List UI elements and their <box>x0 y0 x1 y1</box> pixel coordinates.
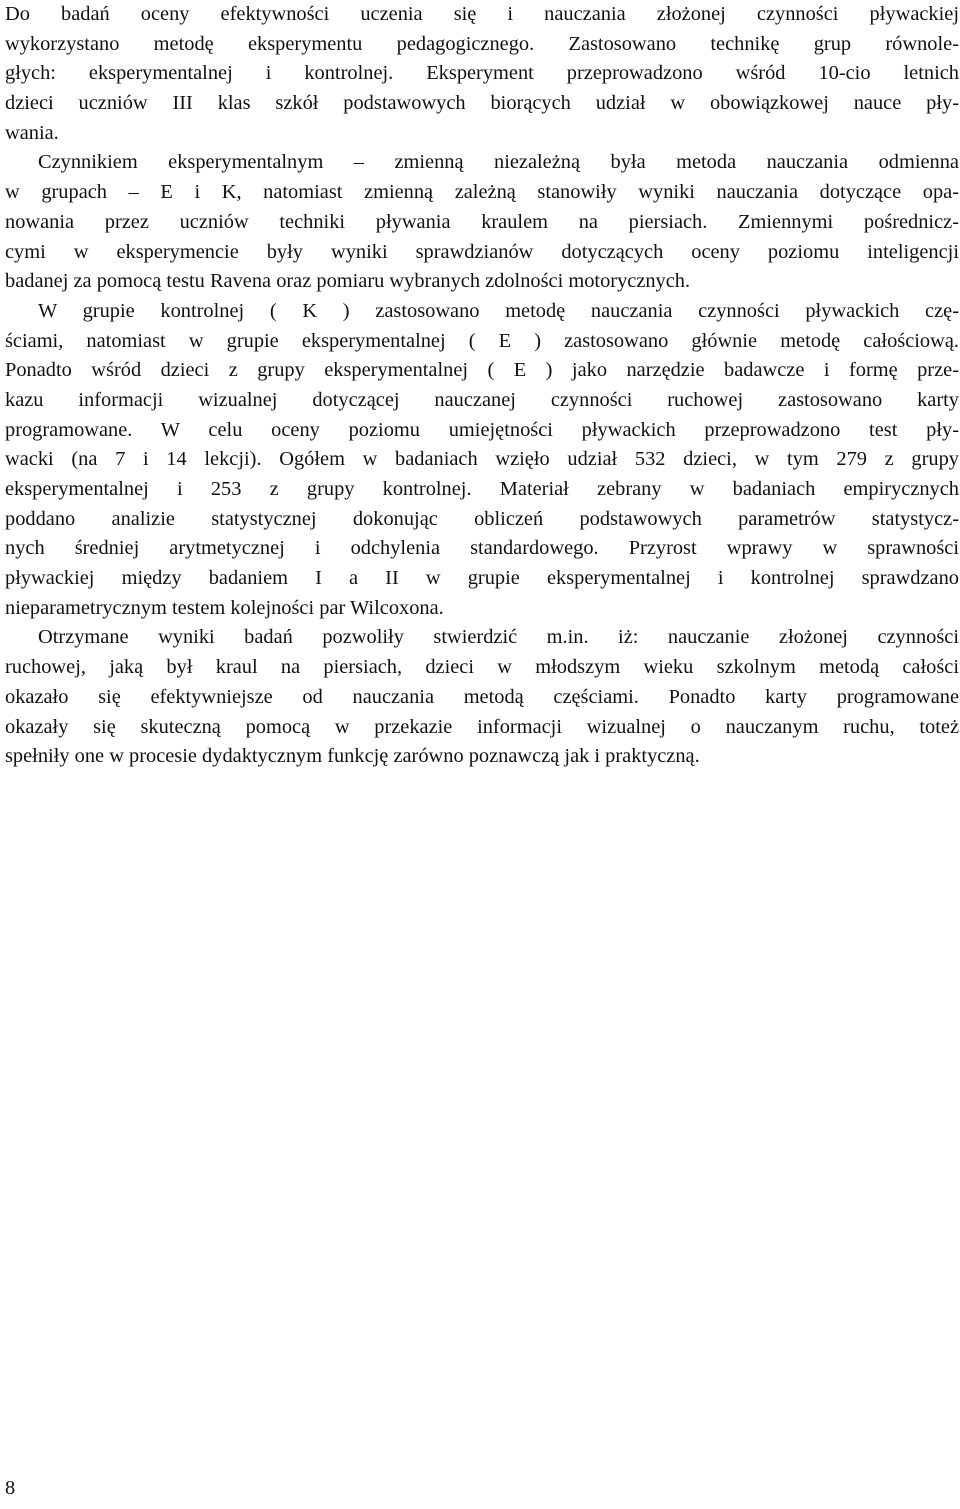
text-line: programowane. W celu oceny poziomu umiejętności pływackich przeprowadzono test pły- <box>5 418 959 441</box>
text-line: w grupach – E i K, natomiast zmienną zależną stanowiły wyniki nauczania dotyczące opa- <box>5 181 959 204</box>
text-line: nowania przez uczniów techniki pływania kraulem na piersiach. Zmiennymi pośrednicz- <box>5 210 959 233</box>
text-line: badanej za pomocą testu Ravena oraz pomiaru wybranych zdolności motorycznych. <box>5 270 691 293</box>
text-line: dzieci uczniów III klas szkół podstawowych biorących udział w obowiązkowej nauce pły- <box>5 92 959 115</box>
text-line: wykorzystano metodę eksperymentu pedagogicznego. Zastosowano technikę grup równole- <box>5 32 959 55</box>
text-line: Czynnikiem eksperymentalnym – zmienną niezależną była metoda nauczania odmienna <box>38 151 959 174</box>
text-line: eksperymentalnej i 253 z grupy kontrolnej. Materiał zebrany w badaniach empirycznych <box>5 478 959 500</box>
text-line: Do badań oceny efektywności uczenia się i nauczania złożonej czynności pływackiej <box>5 3 959 25</box>
text-line: nieparametrycznym testem kolejności par Wilcoxona. <box>5 596 444 619</box>
text-line: W grupie kontrolnej ( K ) zastosowano metodę nauczania czynności pływackich czę- <box>38 299 959 322</box>
paragraph-variables <box>5 148 959 296</box>
text-line: kazu informacji wizualnej dotyczącej nauczanej czynności ruchowej zastosowano karty <box>5 388 959 411</box>
text-line: ściami, natomiast w grupie eksperymentalnej ( E ) zastosowano głównie metodę całościową. <box>5 329 959 352</box>
paragraph-groups <box>5 297 959 624</box>
text-line: głych: eksperymentalnej i kontrolnej. Eksperyment przeprowadzono wśród 10-cio letnich <box>5 62 959 85</box>
text-line: spełniły one w procesie dydaktycznym funkcję zarówno poznawczą jak i praktyczną. <box>5 745 700 768</box>
text-line: wacki (na 7 i 14 lekcji). Ogółem w badaniach wzięło udział 532 dzieci, w tym 279 z grupy <box>5 448 959 471</box>
text-line: Otrzymane wyniki badań pozwoliły stwierdzić m.in. iż: nauczanie złożonej czynności <box>38 626 959 649</box>
document-page <box>5 0 959 772</box>
paragraph-results <box>5 623 959 771</box>
paragraph-methods <box>5 0 959 148</box>
text-line: nych średniej arytmetycznej i odchylenia standardowego. Przyrost wprawy w sprawności <box>5 537 959 560</box>
text-line: Ponadto wśród dzieci z grupy eksperymentalnej ( E ) jako narzędzie badawcze i formę prze- <box>5 359 959 382</box>
text-line: ruchowej, jaką był kraul na piersiach, dzieci w młodszym wieku szkolnym metodą całości <box>5 656 959 679</box>
text-line: pływackiej między badaniem I a II w grupie eksperymentalnej i kontrolnej sprawdzano <box>5 567 959 590</box>
text-line: wania. <box>5 121 59 144</box>
text-line: cymi w eksperymencie były wyniki sprawdzianów dotyczących oceny poziomu inteligencji <box>5 240 959 263</box>
text-line: poddano analizie statystycznej dokonując obliczeń podstawowych parametrów statystycz- <box>5 507 959 530</box>
page-number: 8 <box>5 1477 16 1499</box>
text-line: okazały się skuteczną pomocą w przekazie informacji wizualnej o nauczanym ruchu, toteż <box>5 715 959 738</box>
text-line: okazało się efektywniejsze od nauczania metodą częściami. Ponadto karty programowane <box>5 685 959 708</box>
